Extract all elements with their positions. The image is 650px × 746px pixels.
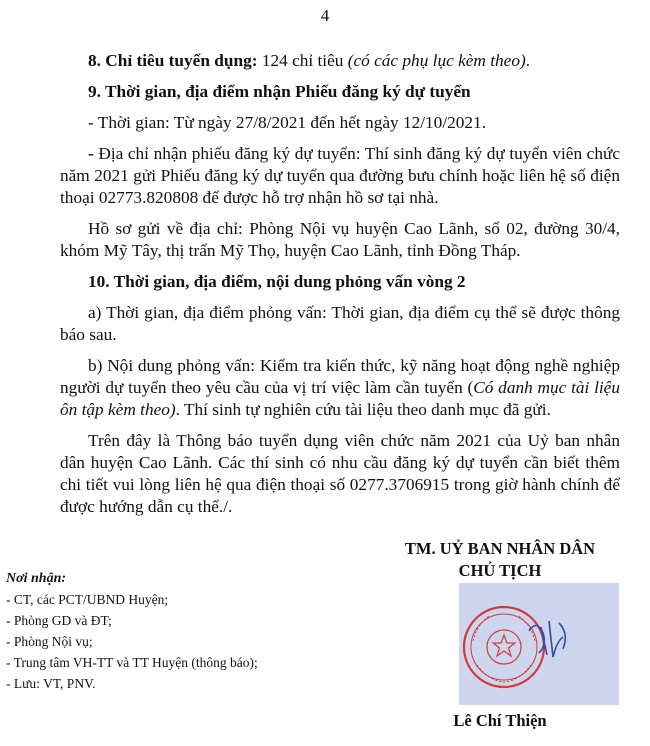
official-seal-icon (459, 583, 619, 705)
section-9-heading (60, 81, 620, 103)
section-10-a: a) Thời gian, địa điểm phỏng vấn: Thời gian, địa điểm cụ thể sẽ được thông báo sau. (60, 303, 620, 344)
section-9-time: - Thời gian: Từ ngày 27/8/2021 đến hết ngày 12/10/2021. (88, 113, 487, 132)
recipients-block (6, 568, 336, 694)
stamp-and-signature-image (459, 583, 619, 705)
section-8-value: 124 chỉ tiêu (257, 51, 348, 70)
section-9-heading-text: 9. Thời gian, địa điểm nhận Phiếu đăng ký dự tuyển (88, 82, 471, 101)
section-9-address-dash: - (88, 144, 99, 163)
section-8-end: . (525, 51, 531, 70)
section-10-b-end: . Thí sinh tự nghiên cứu tài liệu theo danh mục đã gửi. (175, 400, 551, 419)
signature-position: CHỦ TỊCH (458, 561, 542, 580)
recipient-item: - Phòng GD và ĐT; (6, 613, 112, 628)
section-10-b (60, 355, 620, 421)
recipients-title: Nơi nhận: (6, 571, 67, 586)
signature-org: TM. UỶ BAN NHÂN DÂN (404, 539, 596, 558)
section-10-heading (60, 271, 620, 293)
document-body (60, 50, 620, 527)
recipient-item: - Phòng Nội vụ; (6, 634, 93, 649)
section-8-note: (có các phụ lục kèm theo) (347, 51, 526, 70)
section-9-address-text: Địa chỉ nhận phiếu đăng ký dự tuyển: Thí sinh đăng ký dự tuyển viên chức năm 2021 gửi Phiếu đăng ký dự tuyển qua đường bưu chính hoặc liên hệ số điện thoại 02773.820808 để được hỗ trợ nhận hồ sơ tại nhà. (60, 144, 621, 207)
section-9-dossier: Hồ sơ gửi về địa chỉ: Phòng Nội vụ huyện Cao Lãnh, số 02, đường 30/4, khóm Mỹ Tây, thị trấn Mỹ Thọ, huyện Cao Lãnh, tỉnh Đồng Tháp. (60, 219, 620, 260)
closing-paragraph: Trên đây là Thông báo tuyển dụng viên chức năm 2021 của Uỷ ban nhân dân huyện Cao Lãnh. Các thí sinh có nhu cầu đăng ký dự tuyển cần biết thêm chi tiết vui lòng liên hệ qua điện thoại số 0277.3706915 trong giờ hành chính để được hướng dẫn cụ thể./. (60, 431, 620, 516)
page-number: 4 (320, 6, 330, 25)
recipient-item: - CT, các PCT/UBND Huyện; (6, 592, 169, 607)
section-10-b-text: b) Nội dung phỏng vấn: Kiểm tra kiến thức, kỹ năng hoạt động nghề nghiệp người dự tuyển theo yêu cầu của vị trí việc làm cần tuyển ( (60, 356, 620, 397)
recipient-item: - Trung tâm VH-TT và TT Huyện (thông báo); (6, 655, 258, 670)
signature-block (384, 538, 616, 582)
signer-name: Lê Chí Thiện (453, 711, 547, 730)
section-9-address (60, 143, 620, 209)
section-10-b-italic: Có danh mục tài liệu ôn tập kèm theo) (60, 378, 620, 419)
recipient-item: - Lưu: VT, PNV. (6, 676, 96, 691)
section-8 (60, 50, 620, 72)
section-8-label: 8. Chỉ tiêu tuyển dụng: (88, 51, 258, 70)
section-10-heading-text: 10. Thời gian, địa điểm, nội dung phỏng vấn vòng 2 (88, 272, 466, 291)
